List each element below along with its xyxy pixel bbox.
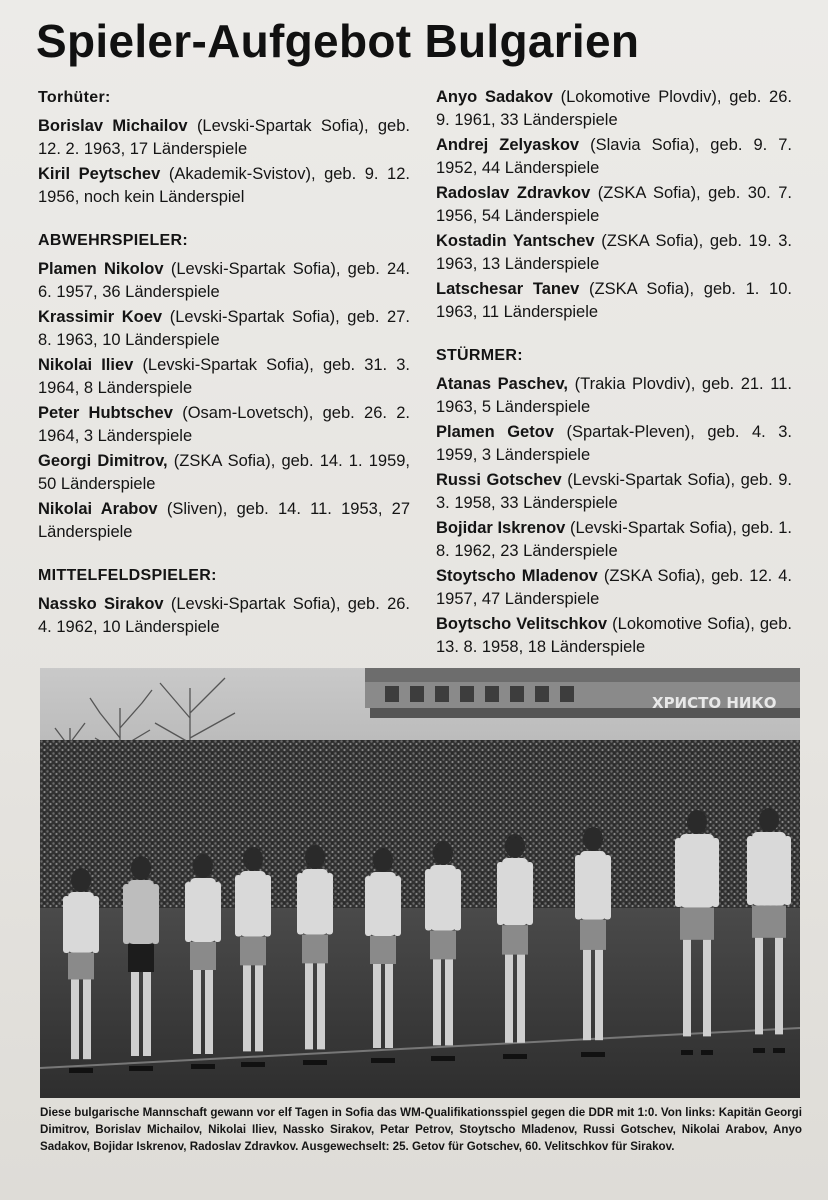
midfielders-list-left xyxy=(38,593,410,639)
player-name: Anyo Sadakov xyxy=(436,88,553,106)
player-name: Andrej Zelyaskov xyxy=(436,136,580,154)
player-entry xyxy=(38,163,410,209)
player-entry xyxy=(38,498,410,544)
player-entry xyxy=(436,230,792,276)
player-details: (Levski-Spartak Sofia), geb. 24. 6. 1957, 36 Länderspiele xyxy=(38,260,410,301)
player-entry xyxy=(38,354,410,400)
player-entry xyxy=(436,517,792,563)
player-details: (Sliven), geb. 14. 11. 1953, 27 Länderspiele xyxy=(38,500,410,541)
player-entry xyxy=(38,402,410,448)
player-name: Plamen Nikolov xyxy=(38,260,164,278)
player-name: Plamen Getov xyxy=(436,423,554,441)
player-entry xyxy=(436,86,792,132)
player-details: (ZSKA Sofia), geb. 30. 7. 1956, 54 Länderspiele xyxy=(436,184,792,225)
player-entry xyxy=(38,258,410,304)
player-name: Radoslav Zdravkov xyxy=(436,184,591,202)
defenders-section xyxy=(38,229,410,544)
player-entry xyxy=(436,565,792,611)
forwards-section xyxy=(436,344,792,659)
player-name: Nikolai Iliev xyxy=(38,356,134,374)
goalkeepers-list xyxy=(38,115,410,209)
forwards-heading: STÜRMER: xyxy=(436,347,523,364)
player-entry xyxy=(436,613,792,659)
player-details: (ZSKA Sofia), geb. 19. 3. 1963, 13 Länderspiele xyxy=(436,232,792,273)
page-title: Spieler-Aufgebot Bulgarien xyxy=(36,15,640,67)
player-details: (Akademik-Svistov), geb. 9. 12. 1956, noch kein Länderspiel xyxy=(38,165,410,206)
player-name: Latschesar Tanev xyxy=(436,280,580,298)
right-column xyxy=(436,86,792,679)
player-entry xyxy=(436,134,792,180)
player-entry xyxy=(436,421,792,467)
player-name: Nikolai Arabov xyxy=(38,500,158,518)
player-entry xyxy=(38,306,410,352)
player-name: Bojidar Iskrenov xyxy=(436,519,566,537)
defenders-list xyxy=(38,258,410,544)
goalkeepers-heading: Torhüter: xyxy=(38,89,111,106)
player-name: Georgi Dimitrov, xyxy=(38,452,168,470)
midfielders-section xyxy=(38,564,410,639)
player-entry xyxy=(436,278,792,324)
player-details: (Trakia Plovdiv), geb. 21. 11. 1963, 5 Länderspiele xyxy=(436,375,792,416)
player-name: Kiril Peytschev xyxy=(38,165,161,183)
player-details: (Levski-Spartak Sofia), geb. 12. 2. 1963, 17 Länderspiele xyxy=(38,117,410,158)
player-name: Krassimir Koev xyxy=(38,308,163,326)
midfielders-list-right xyxy=(436,86,792,324)
player-name: Peter Hubtschev xyxy=(38,404,173,422)
player-details: (Levski-Spartak Sofia), geb. 26. 4. 1962, 10 Länderspiele xyxy=(38,595,411,636)
player-entry xyxy=(38,115,410,161)
player-details: (Lokomotive Sofia), geb. 13. 8. 1958, 18 Länderspiele xyxy=(436,615,792,656)
player-name: Stoytscho Mladenov xyxy=(436,567,598,585)
team-photo xyxy=(40,668,800,1098)
grandstand-roof xyxy=(365,668,800,718)
player-entry xyxy=(436,373,792,419)
player-details: (Spartak-Pleven), geb. 4. 3. 1959, 3 Länderspiele xyxy=(436,423,792,464)
player-entry xyxy=(436,469,792,515)
left-column xyxy=(38,86,410,659)
player-details: (Osam-Lovetsch), geb. 26. 2. 1964, 3 Länderspiele xyxy=(38,404,410,445)
photo-caption: Diese bulgarische Mannschaft gewann vor elf Tagen in Sofia das WM-Qualifikationsspiel gegen die DDR mit 1:0. Von links: Kapitän Georgi Dimitrov, Borislav Michailov, Nikolai Iliev, Nassko Sirakov, Petar Petrov, Stoytscho Mladenov, Russi Gotschev, Nikolai Arabov, Anyo Sadakov, Bojidar Iskrenov, Radoslav Zdravkov. Ausgewechselt: 25. Getov für Gotschev, 60. Velitschkov für Sirakov. xyxy=(40,1106,802,1153)
player-details: (ZSKA Sofia), geb. 12. 4. 1957, 47 Länderspiele xyxy=(436,567,792,608)
player-name: Borislav Michailov xyxy=(38,117,188,135)
player-entry xyxy=(436,182,792,228)
player-name: Atanas Paschev, xyxy=(436,375,568,393)
player-name: Russi Gotschev xyxy=(436,471,562,489)
player-details: (Levski-Spartak Sofia), geb. 9. 3. 1958, 33 Länderspiele xyxy=(436,471,792,512)
midfielders-heading: MITTELFELDSPIELER: xyxy=(38,567,217,584)
goalkeepers-section xyxy=(38,86,410,209)
player-details: (Levski-Spartak Sofia), geb. 27. 8. 1963, 10 Länderspiele xyxy=(38,308,410,349)
midfielders-continued xyxy=(436,86,792,324)
stadium-sign: ХРИСТО НИКО xyxy=(652,694,777,712)
player-details: (Levski-Spartak Sofia), geb. 31. 3. 1964, 8 Länderspiele xyxy=(38,356,411,397)
player-details: (Slavia Sofia), geb. 9. 7. 1952, 44 Länderspiele xyxy=(436,136,792,177)
player-entry xyxy=(38,450,410,496)
player-details: (Lokomotive Plovdiv), geb. 26. 9. 1961, 33 Länderspiele xyxy=(436,88,792,129)
player-details: (ZSKA Sofia), geb. 1. 10. 1963, 11 Länderspiele xyxy=(436,280,792,321)
defenders-heading: ABWEHRSPIELER: xyxy=(38,232,188,249)
player-name: Nassko Sirakov xyxy=(38,595,164,613)
player-details: (Levski-Spartak Sofia), geb. 1. 8. 1962, 23 Länderspiele xyxy=(436,519,792,560)
player-name: Boytscho Velitschkov xyxy=(436,615,608,633)
team-photo-image xyxy=(40,668,800,1098)
forwards-list xyxy=(436,373,792,659)
player-details: (ZSKA Sofia), geb. 14. 1. 1959, 50 Länderspiele xyxy=(38,452,411,493)
player-name: Kostadin Yantschev xyxy=(436,232,595,250)
player-entry xyxy=(38,593,410,639)
